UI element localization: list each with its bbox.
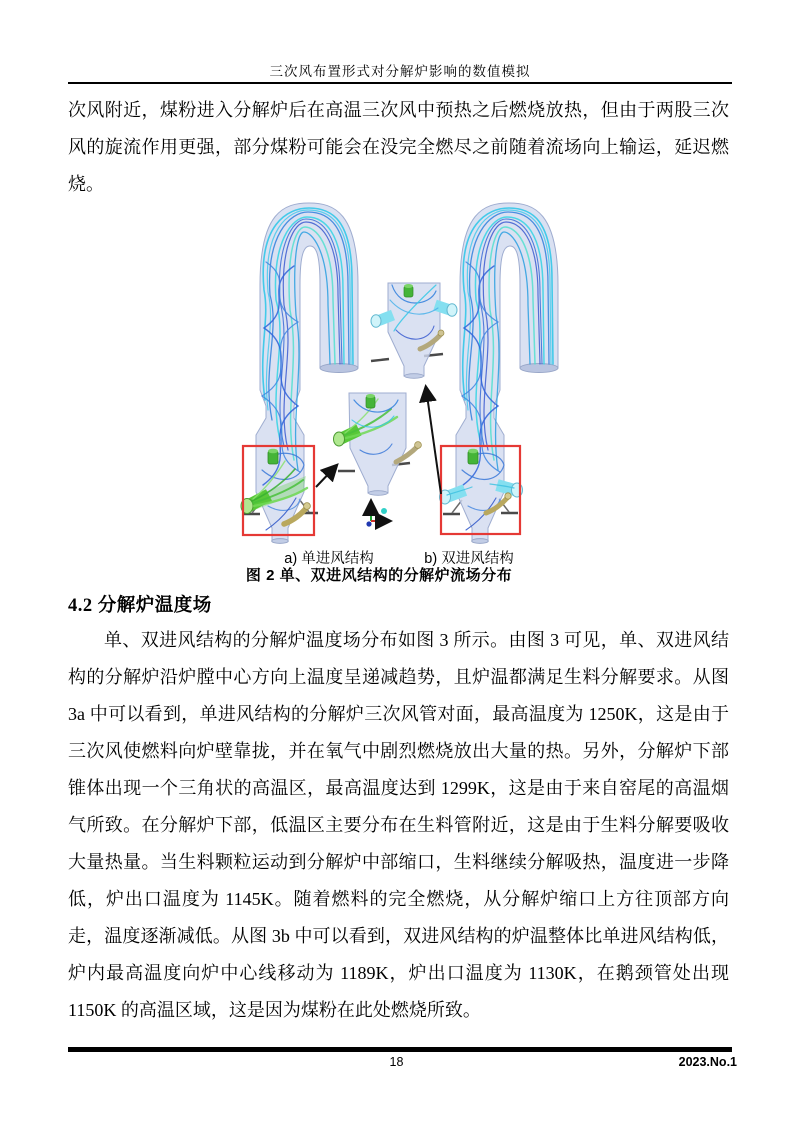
inset-double-inlet (371, 283, 457, 378)
running-head-title: 三次风布置形式对分解炉影响的数值模拟 (269, 64, 531, 79)
burner-b (468, 449, 478, 464)
header-rule (68, 82, 732, 84)
zoom-arrow-b (426, 388, 441, 494)
journal-issue: 2023.No.1 (678, 1055, 737, 1069)
paragraph-top: 次风附近，煤粉进入分解炉后在高温三次风中预热之后燃烧放热，但由于两股三次风的旋流作用更强，部分煤粉可能会在没完全燃尽之前随着流场向上输运，延迟燃烧。 (68, 100, 729, 194)
zoom-arrow-a (316, 466, 336, 487)
coordinate-triad-icon (366, 502, 389, 527)
figure-caption-a: a) 单进风结构 (284, 551, 374, 567)
footer-rule-bar (68, 1047, 732, 1052)
paragraph-main: 单、双进风结构的分解炉温度场分布如图 3 所示。由图 3 可见，单、双进风结构的分解炉沿炉膛中心方向上温度呈递减趋势，且炉温都满足生料分解要求。从图 3a 中可以看到，单进风结构的分解炉三次风管对面，最高温度为 1250K，这是由于三次风使燃料向炉壁靠拢，并在氧气中剧烈燃烧放出大量的热。另外，分解炉下部锥体出现一个三角状的高温区，最高温度达到 1299K，这是由于来自窑尾的高温烟气所致。在分解炉下部，低温区主要分布在生料管附近，这是由于生料分解要吸收大量热量。当生料颗粒运动到分解炉中部缩口，生料继续分解吸热，温度进一步降低，炉出口温度为 1145K。随着燃料的完全燃烧，从分解炉缩口上方往顶部方向走，温度逐渐减低。从图 3b 中可以看到，双进风结构的炉温整体比单进风结构低，炉内最高温度向炉中心线移动为 1189K，炉出口温度为 1130K，在鹅颈管处出现 1150K 的高温区域，这是因为煤粉在此处燃烧所致。 (68, 630, 729, 1020)
figure-caption: 图 2 单、双进风结构的分解炉流场分布 (245, 567, 513, 584)
cfd-flow-figure (238, 200, 570, 545)
figure-caption-b: b) 双进风结构 (424, 551, 514, 567)
section-heading: 4.2 分解炉温度场 (68, 596, 212, 616)
page-number: 18 (389, 1055, 404, 1069)
inset-single-inlet (334, 393, 422, 495)
burner-a (268, 449, 278, 464)
figure-2-cfd-flow (238, 200, 570, 545)
